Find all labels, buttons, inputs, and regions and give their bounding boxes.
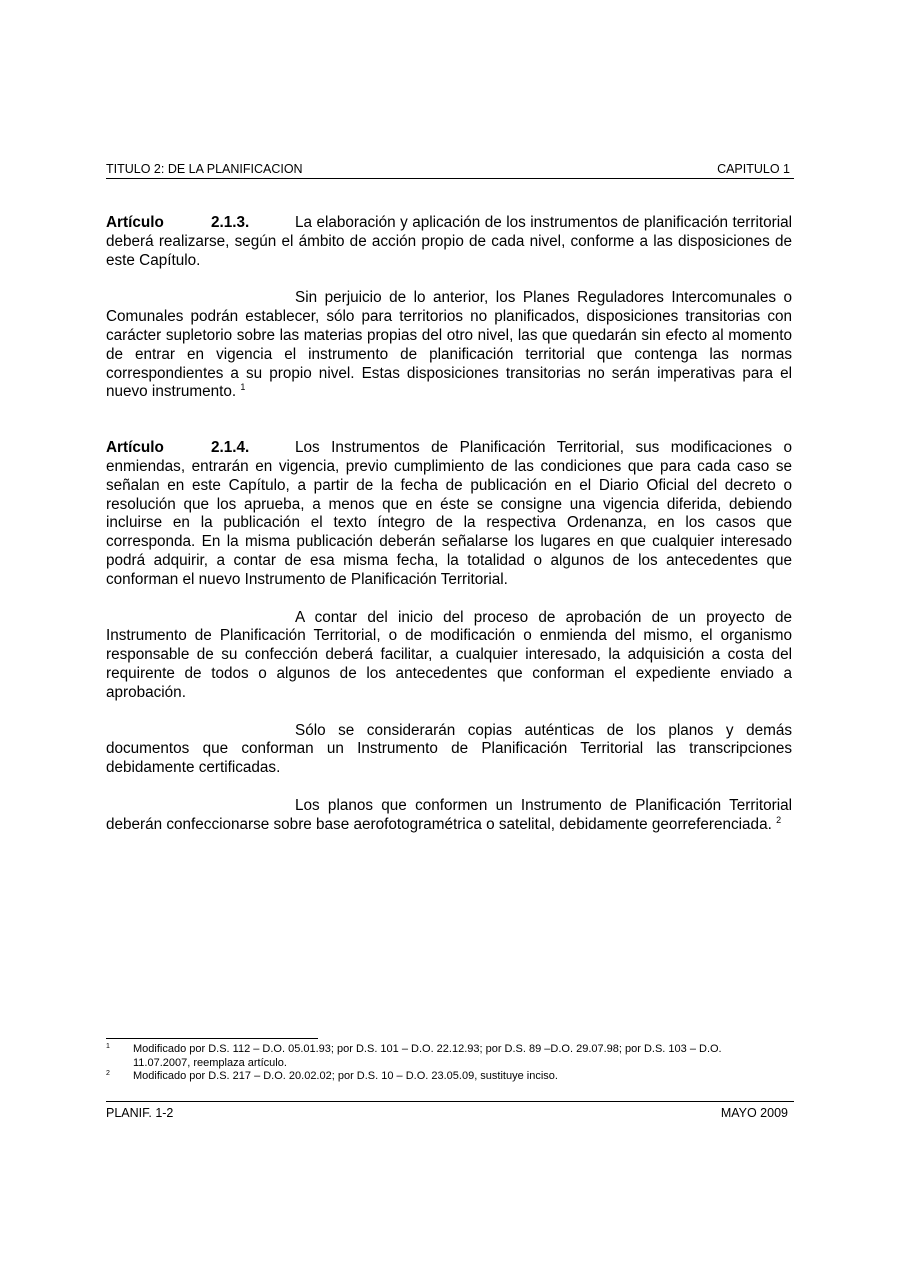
article-paragraph bbox=[106, 797, 792, 835]
footnote-mark: 1 bbox=[106, 1043, 110, 1050]
paragraph-text: Sólo se considerarán copias auténticas de los planos y demás documentos que conforman un Instrumento de Planificación Territorial las transcripciones debidamente certificadas. bbox=[106, 721, 792, 777]
paragraph-text: Los Instrumentos de Planificación Territorial, sus modificaciones o enmiendas, entrarán en vigencia, previo cumplimiento de las condiciones que para cada caso se señalan en este Capítulo, a partir de la fecha de publicación en el Diario Oficial del decreto o resolución que los aprueba, a menos que en éste se consigne una vigencia diferida, debiendo incluirse en la publicación el texto íntegro de la respectiva Ordenanza, en los casos que corresponda. En la misma publicación deberán señalarse los lugares en que cualquier interesado podrá adquirir, a contar de esa misma fecha, la totalidad o algunos de los antecedentes que conforman el nuevo Instrumento de Planificación Territorial. bbox=[106, 439, 792, 588]
paragraph-text: La elaboración y aplicación de los instrumentos de planificación territorial deberá realizarse, según el ámbito de acción propio de cada nivel, conforme a las disposiciones de este Capítulo. bbox=[106, 214, 792, 269]
footnote-mark: 2 bbox=[106, 1070, 110, 1077]
document-body bbox=[106, 214, 792, 835]
footnote-text: Modificado por D.S. 112 – D.O. 05.01.93; por D.S. 101 – D.O. 22.12.93; por D.S. 89 –D.O. 29.07.98; por D.S. 103 – D.O. 11.07.2007, reemplaza artículo. bbox=[133, 1043, 722, 1069]
paragraph-text: A contar del inicio del proceso de aprobación de un proyecto de Instrumento de Planificación Territorial, o de modificación o enmienda del mismo, el organismo responsable de su confección deberá facilitar, a cualquier interesado, la adquisición a costa del requirente de todos o algunos de los antecedentes que conforman el expediente enviado a aprobación. bbox=[106, 608, 792, 701]
footnote-text: Modificado por D.S. 217 – D.O. 20.02.02; por D.S. 10 – D.O. 23.05.09, sustituye inciso. bbox=[133, 1070, 558, 1082]
footnote-reference[interactable]: 2 bbox=[776, 814, 782, 825]
footer-page-ref: PLANIF. 1-2 bbox=[106, 1106, 174, 1120]
paragraph-text: Los planos que conformen un Instrumento de Planificación Territorial deberán confeccionarse sobre base aerofotogramétrica o satelital, debidamente georreferenciada. bbox=[106, 796, 792, 833]
footnote bbox=[106, 1043, 776, 1070]
article-label: Artículo bbox=[106, 439, 164, 457]
article-paragraph bbox=[106, 214, 792, 270]
article-number: 2.1.4. bbox=[211, 439, 250, 457]
header-title: TITULO 2: DE LA PLANIFICACION bbox=[106, 162, 303, 176]
footer-date: MAYO 2009 bbox=[720, 1106, 788, 1120]
footnotes bbox=[106, 1043, 776, 1084]
header-chapter: CAPITULO 1 bbox=[717, 162, 790, 176]
article-paragraph bbox=[106, 609, 792, 703]
article-number: 2.1.3. bbox=[211, 214, 250, 231]
page-footer bbox=[106, 1101, 794, 1120]
footnote-reference[interactable]: 1 bbox=[240, 382, 246, 393]
article-paragraph bbox=[106, 439, 792, 589]
footnote bbox=[106, 1070, 776, 1084]
article-label: Artículo bbox=[106, 214, 164, 231]
paragraph-text: Sin perjuicio de lo anterior, los Planes Reguladores Intercomunales o Comunales podrán establecer, sólo para territorios no planificados, disposiciones transitorias con carácter supletorio sobre las materias propias del otro nivel, las que quedarán sin efecto al momento de entrar en vigencia el instrumento de planificación territorial que contenga las normas correspondientes a su propio nivel. Estas disposiciones transitorias no serán imperativas para el nuevo instrumento. bbox=[106, 289, 792, 401]
footnote-separator bbox=[106, 1038, 318, 1039]
article-paragraph bbox=[106, 289, 792, 402]
article-paragraph bbox=[106, 722, 792, 778]
page-header bbox=[106, 160, 794, 179]
